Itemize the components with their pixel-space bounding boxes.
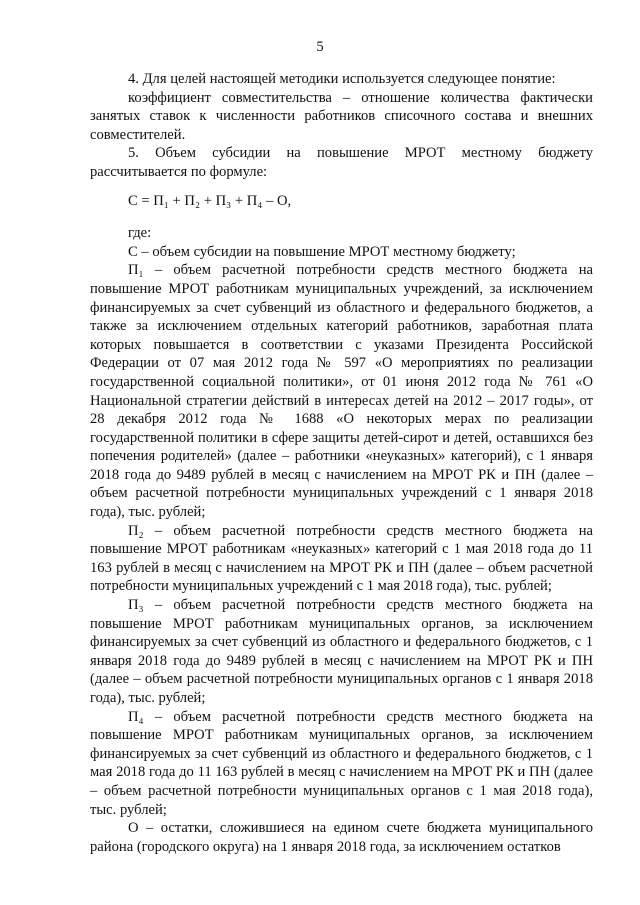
paragraph-def-p2: П₂ – объем расчетной потребности средств местного бюджета на повышение МРОТ работникам «неуказных» категорий с 1 мая 2018 года до 11 163 рублей в месяц с начислением на МРОТ РК и ПН (далее – объем расчетной потребности муниципальных учреждений с 1 мая 2018 года), тыс. рублей; (90, 522, 593, 595)
paragraph-item-4: 4. Для целей настоящей методики используется следующее понятие: (128, 71, 556, 87)
document-body (90, 70, 593, 856)
paragraph-def-p1: П₁ – объем расчетной потребности средств местного бюджета на повышение МРОТ работникам муниципальных учреждений, за исключением финансируемых за счет субвенций из областного и федерального бюджетов, а также за исключением отдельных категорий работников, заработная плата которых повышается в соответствии с указами Президента Российской Федерации от 07 мая 2012 года № 597 «О мероприятиях по реализации государственной социальной политики», от 01 июня 2012 года № 761 «О Национальной стратегии действий в интересах детей на 2012 – 2017 годы», от 28 декабря 2012 года № 1688 «О некоторых мерах по реализации государственной политики в сфере защиты детей-сирот и детей, оставшихся без попечения родителей» (далее – работники «неуказных» категорий), с 1 января 2018 года до 9489 рублей в месяц с начислением на МРОТ РК и ПН (далее – объем расчетной потребности муниципальных учреждений с 1 января 2018 года), тыс. рублей; (90, 262, 593, 521)
paragraph-def-p4: П₄ – объем расчетной потребности средств местного бюджета на повышение МРОТ работникам муниципальных органов, за исключением финансируемых за счет субвенций из областного и федерального бюджетов, с 1 мая 2018 года до 11 163 рублей в месяц с начислением на МРОТ РК и ПН (далее – объем расчетной потребности муниципальных органов с 1 мая 2018 года), тыс. рублей; (90, 708, 593, 818)
paragraph-where: где: (128, 225, 152, 242)
paragraph-def-p3: П₃ – объем расчетной потребности средств местного бюджета на повышение МРОТ работникам муниципальных органов, за исключением финансируемых за счет субвенций из областного и федерального бюджетов, с 1 января 2018 года до 9489 рублей в месяц с начислением на МРОТ РК и ПН (далее – объем расчетной потребности муниципальных органов с 1 января 2018 года), тыс. рублей; (90, 597, 593, 706)
page-number: 5 (316, 39, 324, 55)
formula: С = П₁ + П₂ + П₃ + П₄ – О, (128, 192, 292, 209)
paragraph-definition-coefficient: коэффициент совместительства – отношение количества фактически занятых ставок к численности работников списочного состава и внешних совместителей. (90, 89, 593, 143)
paragraph-item-5: 5. Объем субсидии на повышение МРОТ местному бюджету рассчитывается по формуле: (90, 145, 593, 180)
paragraph-def-c: С – объем субсидии на повышение МРОТ местному бюджету; (128, 243, 516, 260)
paragraph-def-o: О – остатки, сложившиеся на едином счете бюджета муниципального района (городского округа) на 1 января 2018 года, за исключением остатков (90, 820, 593, 855)
